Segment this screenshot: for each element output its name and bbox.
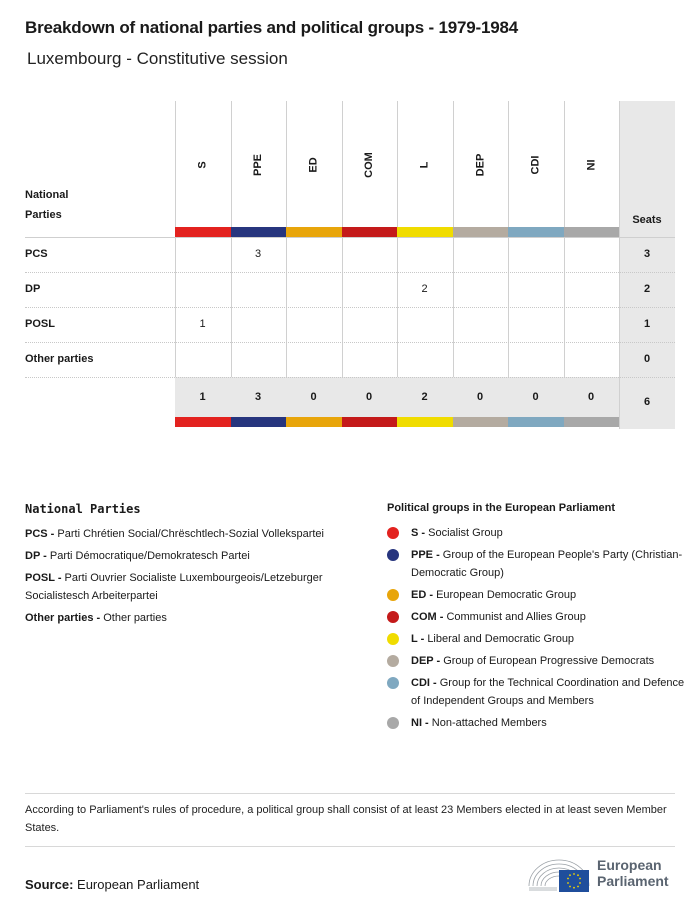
political-groups-legend — [387, 502, 687, 736]
party-name: Parti Ouvrier Socialiste Luxembourgeois/Letzeburger Socialistesch Arbeiterpartei — [25, 572, 323, 602]
group-color-bar — [397, 227, 453, 237]
group-color-bar — [342, 227, 398, 237]
source-value: European Parliament — [77, 877, 200, 892]
national-party-item: POSL - Parti Ouvrier Socialiste Luxembourgeois/Letzeburger Socialistesch Arbeiterpartei — [25, 572, 323, 602]
logo-line2: Parliament — [597, 873, 669, 889]
row-divider — [25, 377, 675, 378]
group-color-bar — [508, 227, 564, 237]
group-total: 1 — [199, 391, 206, 403]
group-total: 0 — [476, 391, 484, 403]
group-total: 0 — [532, 391, 539, 403]
national-party-item: DP - Parti Démocratique/Demokratesch Partei — [25, 550, 250, 562]
divider — [25, 846, 675, 847]
group-color-dot-icon — [387, 549, 399, 561]
group-color-bar — [564, 227, 620, 237]
national-parties-header — [25, 185, 68, 225]
group-code: CDI — [411, 677, 430, 689]
political-group-item: DEP - Group of European Progressive Democrats — [387, 652, 687, 670]
group-color-dot-icon — [387, 527, 399, 539]
seat-cell: 2 — [421, 283, 428, 295]
group-color-bar — [231, 417, 287, 427]
group-color-bar — [453, 417, 509, 427]
row-party-label: PCS — [25, 248, 48, 260]
row-header-line1: National — [25, 189, 69, 201]
group-code: PPE — [251, 153, 264, 177]
group-color-bar — [453, 227, 509, 237]
column-divider — [619, 101, 620, 429]
row-seats-total: 2 — [643, 283, 651, 295]
political-group-item: ED - European Democratic Group — [387, 586, 687, 604]
header-divider — [25, 237, 675, 238]
hemicycle-flag-icon — [527, 856, 593, 894]
source-line — [25, 877, 199, 892]
political-group-item: NI - Non-attached Members — [387, 714, 687, 732]
group-color-dot-icon — [387, 655, 399, 667]
party-code: Other parties — [25, 612, 94, 624]
row-seats-total: 0 — [643, 353, 651, 365]
grand-total: 6 — [643, 396, 651, 408]
party-code: POSL — [25, 572, 55, 584]
group-name: Group of the European People's Party (Christian-Democratic Group) — [411, 549, 683, 579]
group-code: PPE — [411, 549, 434, 561]
group-name: Group for the Technical Coordination and Defence of Independent Groups and Members — [411, 677, 685, 707]
seat-cell: 3 — [254, 248, 262, 260]
group-color-bar — [231, 227, 287, 237]
european-parliament-logo — [527, 856, 677, 896]
seats-column — [619, 101, 675, 429]
row-party-label: Other parties — [25, 353, 94, 365]
political-group-item: PPE - Group of the European People's Party (Christian-Democratic Group) — [387, 546, 687, 582]
group-total: 0 — [587, 391, 595, 403]
chart-subtitle: Luxembourg - Constitutive session — [27, 49, 288, 68]
divider — [25, 793, 675, 794]
group-header-cdi — [508, 101, 563, 229]
row-divider — [25, 307, 675, 308]
row-seats-total: 3 — [643, 248, 651, 260]
group-color-dot-icon — [387, 589, 399, 601]
seat-cell: 1 — [199, 318, 206, 330]
logo-line1: European — [597, 857, 662, 873]
row-header-line2: Parties — [25, 209, 62, 221]
group-color-dot-icon — [387, 611, 399, 623]
group-total: 3 — [254, 391, 262, 403]
group-color-bar — [175, 417, 231, 427]
group-color-bar — [286, 227, 342, 237]
party-name: Parti Chrétien Social/Chrëschtlech-Sozial Vollekspartei — [57, 528, 324, 540]
rules-note: According to Parliament's rules of procedure, a political group shall consist of at least 23 Members elected in at least seven Member States. — [25, 804, 667, 834]
party-name: Parti Démocratique/Demokratesch Partei — [49, 550, 250, 562]
row-party-label: POSL — [25, 318, 55, 330]
group-code: S — [196, 161, 209, 169]
group-header-com — [342, 101, 397, 229]
group-code: ED — [307, 157, 320, 173]
group-code: ED — [411, 589, 427, 601]
row-seats-total: 1 — [643, 318, 651, 330]
group-color-bar — [175, 227, 231, 237]
group-code: L — [411, 633, 418, 645]
political-group-item: COM - Communist and Allies Group — [387, 608, 687, 626]
group-color-dot-icon — [387, 633, 399, 645]
group-code: COM — [362, 152, 375, 178]
group-color-bar — [286, 417, 342, 427]
group-name: Liberal and Democratic Group — [427, 633, 575, 645]
party-name: Other parties — [103, 612, 167, 624]
group-total: 0 — [310, 391, 317, 403]
political-groups-legend-title: Political groups in the European Parliament — [387, 502, 615, 514]
group-header-dep — [453, 101, 508, 229]
group-code: NI — [411, 717, 422, 729]
group-color-bar — [508, 417, 564, 427]
group-total: 2 — [421, 391, 428, 403]
political-group-item: L - Liberal and Democratic Group — [387, 630, 687, 648]
national-party-item: PCS - Parti Chrétien Social/Chrëschtlech-Sozial Vollekspartei — [25, 528, 324, 540]
group-color-dot-icon — [387, 717, 399, 729]
group-header-s — [175, 101, 230, 229]
group-code: L — [418, 161, 431, 169]
national-parties-legend — [25, 502, 365, 631]
national-party-item: Other parties - Other parties — [25, 612, 167, 624]
group-color-bar — [564, 417, 620, 427]
group-color-bar — [397, 417, 453, 427]
group-header-ppe — [231, 101, 286, 229]
breakdown-table — [25, 101, 675, 429]
logo-text — [597, 857, 669, 889]
group-code: DEP — [411, 655, 434, 667]
political-group-item: CDI - Group for the Technical Coordination and Defence of Independent Groups and Members — [387, 674, 687, 710]
group-header-ed — [286, 101, 341, 229]
group-name: European Democratic Group — [436, 589, 577, 601]
group-code: COM — [411, 611, 437, 623]
row-party-label: DP — [25, 283, 41, 295]
row-divider — [25, 272, 675, 273]
group-name: Socialist Group — [428, 527, 503, 539]
group-code: S — [411, 527, 419, 539]
group-code: NI — [585, 159, 597, 171]
group-name: Group of European Progressive Democrats — [443, 655, 655, 667]
political-group-item: S - Socialist Group — [387, 524, 687, 542]
seats-header: Seats — [632, 214, 662, 226]
national-parties-legend-title: National Parties — [25, 502, 141, 516]
party-code: PCS — [25, 528, 48, 540]
chart-title: Breakdown of national parties and political groups - 1979-1984 — [25, 18, 519, 37]
group-code: DEP — [474, 153, 486, 177]
group-header-ni — [564, 101, 619, 229]
group-code: CDI — [529, 155, 542, 175]
group-total: 0 — [365, 391, 373, 403]
row-divider — [25, 342, 675, 343]
source-label: Source: — [25, 877, 74, 892]
group-color-dot-icon — [387, 677, 399, 689]
group-header-l — [397, 101, 452, 229]
group-name: Non-attached Members — [431, 717, 547, 729]
group-name: Communist and Allies Group — [446, 611, 586, 623]
group-color-bar — [342, 417, 398, 427]
party-code: DP — [25, 550, 41, 562]
